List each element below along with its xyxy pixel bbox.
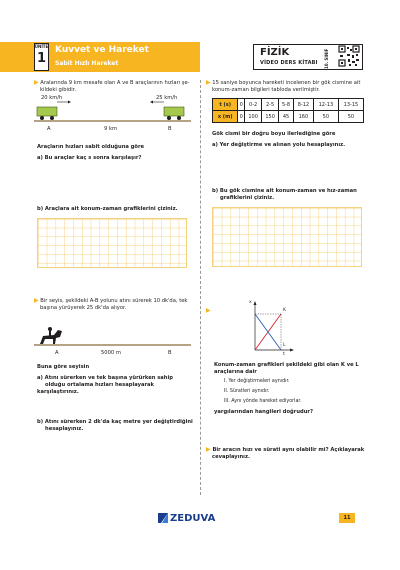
q5-text: ▶ Bir aracın hızı ve sürati aynı olabilir mi? Açıklayarak cevaplayınız. [206,446,365,460]
table-row [213,99,364,111]
q4-axis-t: t [283,352,285,357]
q4-statement-2: II. Süratleri aynıdır. [224,389,270,394]
zeduva-logo-icon [158,513,168,523]
q3-intro: ▶ Bir seyis, şekildeki A-B yolunu atını sürerek 10 dk'da, tek başına yürüyerek 25 dk'da alıyor. [34,297,188,311]
q1-label-a: A [47,126,51,132]
table-cell: 150 [262,111,279,123]
q1-stem: Araçların hızları sabit olduğuna göre [37,144,145,150]
table-cell: 12-13 [313,99,338,111]
footer-logo: ZEDUVA [170,513,216,524]
q2-stem: Gök cismi bir doğru boyu ilerlediğine göre [212,131,336,137]
q2-data-table [212,98,364,123]
chapter-subtitle: Sabit Hızlı Hareket [55,60,119,67]
table-cell: 0 [238,99,245,111]
qr-code-icon[interactable] [338,45,360,67]
q4-stem: Konum-zaman grafikleri şekildeki gibi olan K ve L araçlarına dair [214,362,359,375]
table-cell: 0-2 [245,99,262,111]
unit-label: ÜNİTE [34,44,49,49]
horse-rider-icon [40,327,62,344]
table-cell: 50 [313,111,338,123]
table-cell: 2-5 [262,99,279,111]
table-row [213,111,364,123]
q1-label-b: B [168,126,172,132]
q3-stem: Buna göre seyisin [37,364,90,370]
q3-part-a: a) Atını sürerken ve tek başına yürürken sahip olduğu ortalama hızları hesaplayarak karşılaştırınız. [37,375,173,395]
q3-part-b: b) Atını sürerken 2 dk'da kaç metre yer değiştirdiğini hesaplayınız. [37,419,193,432]
table-cell: 0 [238,111,245,123]
q1-answer-grid[interactable] [37,218,187,268]
table-cell: 8-12 [293,99,313,111]
q3-distance: 5000 m [101,350,121,356]
q3-label-b: B [168,350,172,356]
q2-part-b: b) Bu gök cismine ait konum-zaman ve hız-zaman grafiklerini çiziniz. [212,188,357,201]
bullet-arrow-icon: ▶ [34,79,39,86]
brand-title: FİZİK [260,47,290,58]
bullet-arrow-icon: ▶ [34,297,39,304]
table-cell: 50 [338,111,363,123]
q2-intro: ▶ 15 saniye boyunca hareketi incelenen bir gök cismine ait konum-zaman bilgileri tabloda verilmiştir. [206,79,361,93]
q1-speed-b: 25 km/h [156,95,178,101]
vehicle-a-icon [37,107,57,120]
unit-number: 1 [36,51,47,66]
q1-part-b: b) Araçlara ait konum-zaman grafiklerini çiziniz. [37,206,178,212]
q1-speed-a: 20 km/h [41,95,63,101]
bullet-arrow-icon: ▶ [206,446,211,453]
q4-statement-3: III. Aynı yönde hareket ediyorlar. [224,399,302,404]
table-cell: t (s) [213,99,238,111]
table-cell: x (m) [213,111,238,123]
q4-graph [245,300,295,358]
q4-label-k: K [283,308,286,313]
q3-label-a: A [55,350,59,356]
q1-part-a: a) Bu araçlar kaç s sonra karşılaşır? [37,155,142,161]
q2-part-a: a) Yer değiştirme ve alınan yolu hesaplayınız. [212,142,346,148]
q4-axis-x: x [249,300,252,305]
q2-answer-grid[interactable] [212,207,362,267]
table-cell: 13-15 [338,99,363,111]
chapter-title: Kuvvet ve Hareket [55,45,149,55]
bullet-arrow-icon: ▶ [206,79,211,86]
table-cell: 160 [293,111,313,123]
grade-label: 10. SINIF [324,48,329,69]
table-cell: 5-8 [279,99,294,111]
q4-label-l: L [283,343,286,348]
page-number: 11 [339,513,355,523]
table-cell: 100 [245,111,262,123]
q4-bullet [206,297,211,316]
table-cell: 45 [279,111,294,123]
brand-subtitle: VİDEO DERS KİTABI [260,60,318,66]
q4-question: yargılarından hangileri doğrudur? [214,409,313,415]
column-divider [200,80,201,495]
bullet-arrow-icon: ▶ [206,307,211,314]
vehicle-b-icon [164,107,184,120]
q1-intro: ▶ Aralarında 9 km mesafe olan A ve B araçlarının hızları şe- kildeki gibidir. [34,79,190,93]
q1-distance: 9 km [104,126,118,132]
q4-statement-1: I. Yer değiştirmeleri aynıdır. [224,379,290,384]
